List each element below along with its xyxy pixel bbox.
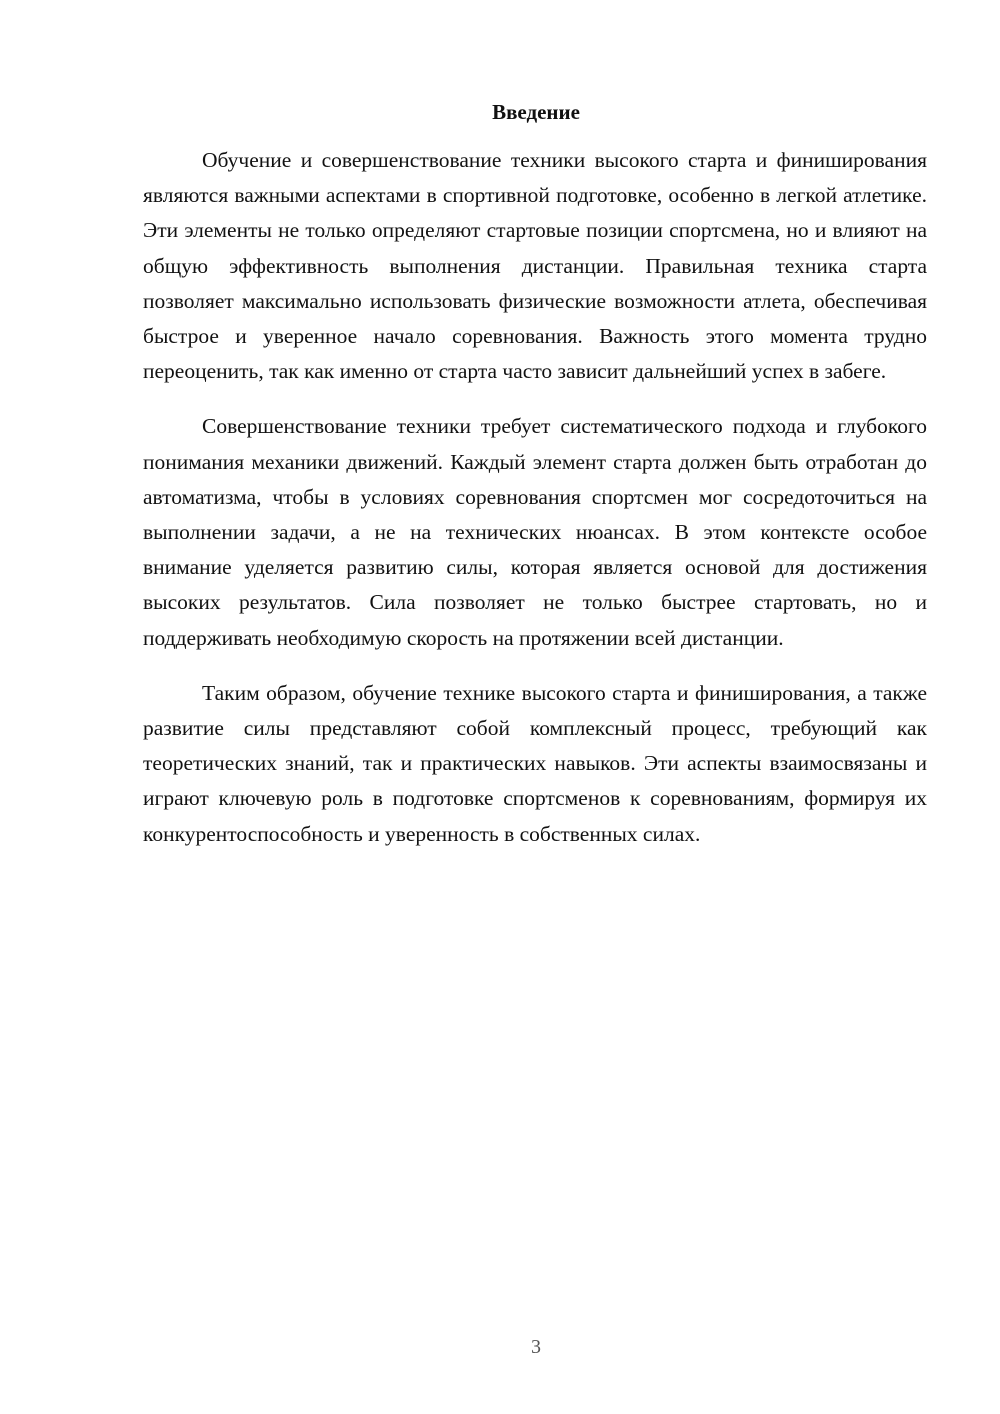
paragraph-1: Обучение и совершенствование техники высокого старта и финиширования являются важными аспектами в спортивной подготовке, особенно в легкой атлетике. Эти элементы не только определяют стартовые позиции спортсмена, но и влияют на общую эффективность выполнения дистанции. Правильная техника старта позволяет максимально использовать физические возможности атлета, обеспечивая быстрое и уверенное начало соревнования. Важность этого момента трудно переоценить, так как именно от старта часто зависит дальнейший успех в забеге.	[143, 148, 927, 384]
body-text	[143, 143, 927, 872]
section-title: Введение	[492, 100, 580, 124]
paragraph-2: Совершенствование техники требует систематического подхода и глубокого понимания механики движений. Каждый элемент старта должен быть отработан до автоматизма, чтобы в условиях соревнования спортсмен мог сосредоточиться на выполнении задачи, а не на технических нюансах. В этом контексте особое внимание уделяется развитию силы, которая является основой для достижения высоких результатов. Сила позволяет не только быстрее стартовать, но и поддерживать необходимую скорость на протяжении всей дистанции.	[143, 414, 927, 650]
page-number: 3	[531, 1336, 541, 1358]
paragraph-3: Таким образом, обучение технике высокого старта и финиширования, а также развитие силы представляют собой комплексный процесс, требующий как теоретических знаний, так и практических навыков. Эти аспекты взаимосвязаны и играют ключевую роль в подготовке спортсменов к соревнованиям, формируя их конкурентоспособность и уверенность в собственных силах.	[143, 680, 927, 846]
